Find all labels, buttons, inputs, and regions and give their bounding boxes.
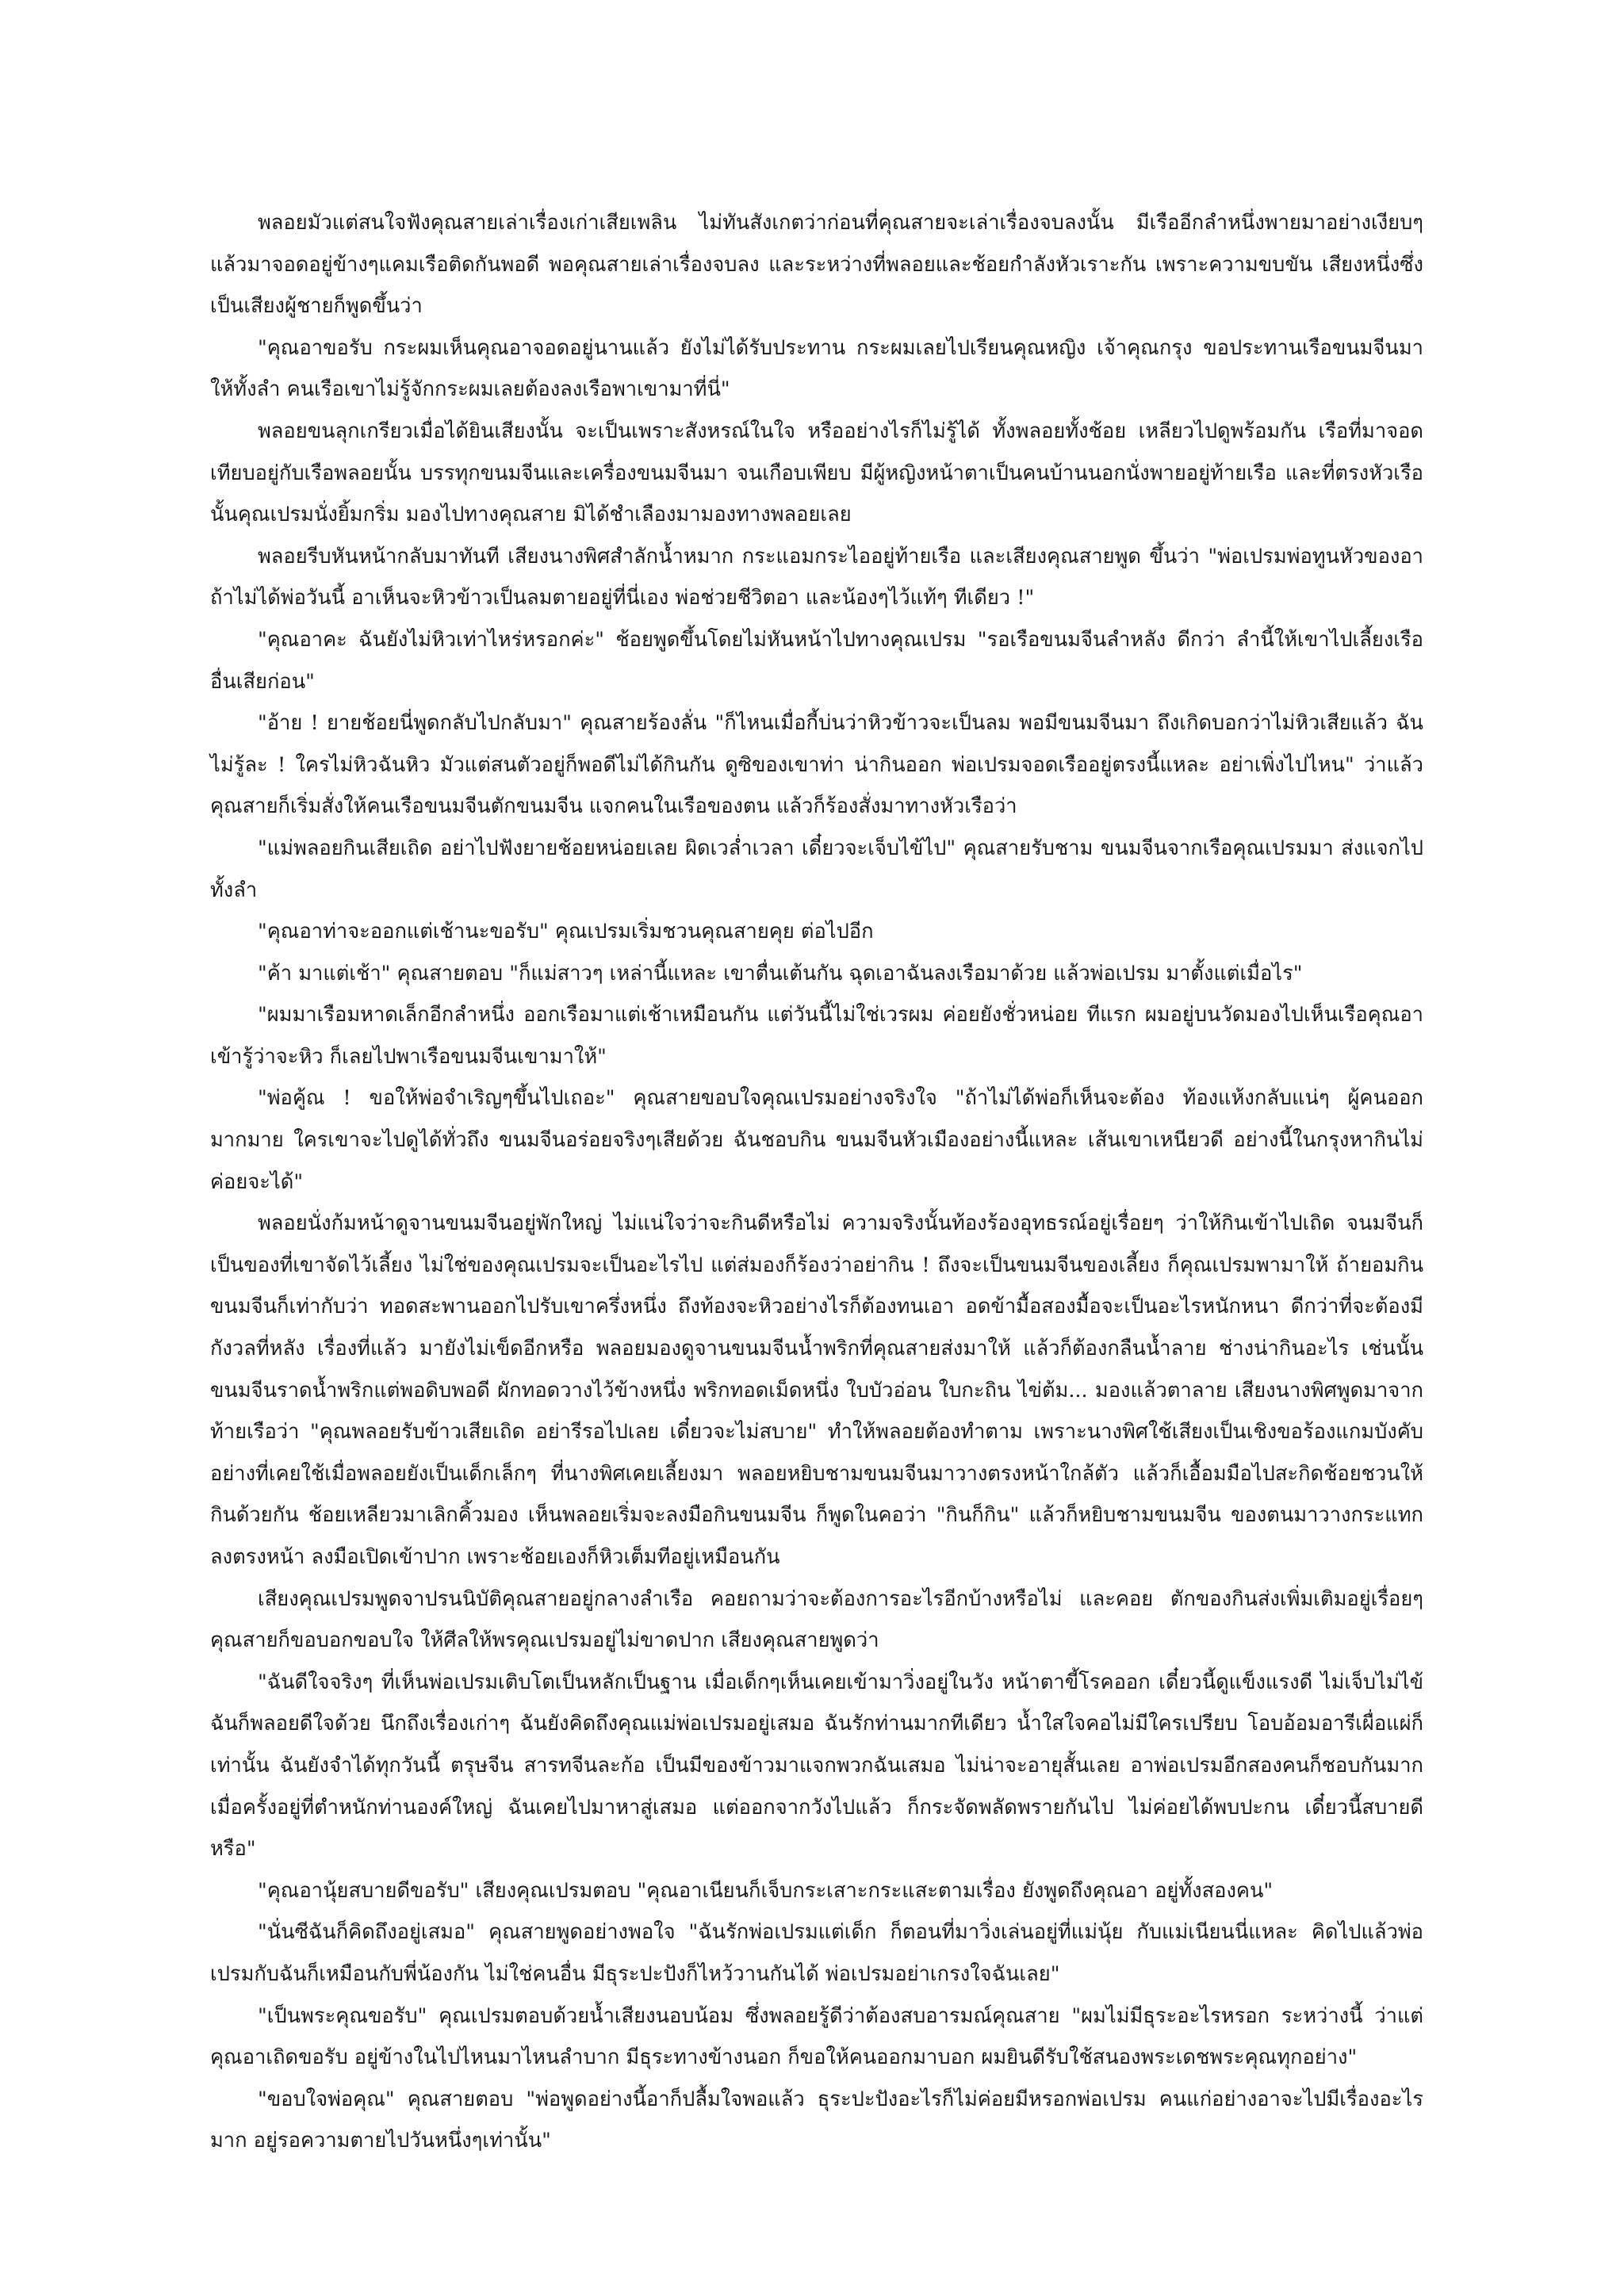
paragraph: เสียงคุณเปรมพูดจาปรนนิบัติคุณสายอยู่กลางลำเรือ คอยถามว่าจะต้องการอะไรอีกบ้างหรือไม่ และคอย ตักของกินส่งเพิ่มเติมอยู่เรื่อยๆ คุณสายก็ขอบอกขอบใจ ให้ศีลให้พรคุณเปรมอยู่ไม่ขาดปาก เสียงคุณสายพูดว่า	[210, 1586, 1423, 1653]
paragraph: "พ่อคู้ณ ! ขอให้พ่อจำเริญๆขึ้นไปเถอะ" คุณสายขอบใจคุณเปรมอย่างจริงใจ "ถ้าไม่ได้พ่อก็เห็นจะต้อง ท้องแห้งกลับแน่ๆ ผู้คนออกมากมาย ใครเขาจะไปดูได้ทั่วถึง ขนมจีนอร่อยจริงๆเสียด้วย ฉันชอบกิน ขนมจีนหัวเมืองอย่างนี้แหละ เส้นเขาเหนียวดี อย่างนี้ในกรุงหากินไม่ค่อยจะได้"	[210, 1086, 1423, 1194]
paragraph: "คุณอาขอรับ กระผมเห็นคุณอาจอดอยู่นานแล้ว ยังไม่ได้รับประทาน กระผมเลยไปเรียนคุณหญิง เจ้าคุณกรุง ขอประทานเรือขนมจีนมาให้ทั้งลำ คนเรือเขาไม่รู้จักกระผมเลยต้องลงเรือพาเขามาที่นี่"	[210, 335, 1423, 402]
paragraph: "ผมมาเรือมหาดเล็กอีกลำหนึ่ง ออกเรือมาแต่เช้าเหมือนกัน แต่วันนี้ไม่ใช่เวรผม ค่อยยังชั่วหน่อย ทีแรก ผมอยู่บนวัดมองไปเห็นเรือคุณอาเข้ารู้ว่าจะหิว ก็เลยไปพาเรือขนมจีนเขามาให้"	[210, 1003, 1423, 1069]
paragraph: "ฉันดีใจจริงๆ ที่เห็นพ่อเปรมเติบโตเป็นหลักเป็นฐาน เมื่อเด็กๆเห็นเคยเข้ามาวิ่งอยู่ในวัง หน้าตาขี้โรคออก เดี๋ยวนี้ดูแข็งแรงดี ไม่เจ็บไม่ไข้ ฉันก็พลอยดีใจด้วย นึกถึงเรื่องเก่าๆ ฉันยังคิดถึงคุณแม่พ่อเปรมอยู่เสมอ ฉันรักท่านมากทีเดียว น้ำใสใจคอไม่มีใครเปรียบ โอบอ้อมอารีเผื่อแผ่ก็เท่านั้น ฉันยังจำได้ทุกวันนี้ ตรุษจีน สารทจีนละก้อ เป็นมีของข้าวมาแจกพวกฉันเสมอ ไม่น่าจะอายุสั้นเลย อาพ่อเปรมอีกสองคนก็ชอบกันมาก เมื่อครั้งอยู่ที่ตำหนักท่านองค์ใหญ่ ฉันเคยไปมาหาสู่เสมอ แต่ออกจากวังไปแล้ว ก็กระจัดพลัดพรายกันไป ไม่ค่อยได้พบปะกน เดี๋ยวนี้สบายดีหรือ"	[210, 1670, 1423, 1862]
paragraph: "แม่พลอยกินเสียเถิด อย่าไปฟังยายช้อยหน่อยเลย ผิดเวล่ำเวลา เดี๋ยวจะเจ็บไข้ไป" คุณสายรับชาม ขนมจีนจากเรือคุณเปรมมา ส่งแจกไปทั้งลำ	[210, 836, 1423, 902]
document-page	[210, 202, 1423, 2162]
paragraph: "อ้าย ! ยายช้อยนี่พูดกลับไปกลับมา" คุณสายร้องลั่น "ก็ไหนเมื่อกี้บ่นว่าหิวข้าวจะเป็นลม พอมีขนมจีนมา ถึงเกิดบอกว่าไม่หิวเสียแล้ว ฉันไม่รู้ละ ! ใครไม่หิวฉันหิว มัวแต่สนตัวอยู่ก็พอดีไม่ได้กินกัน ดูซิของเขาท่า น่ากินออก พ่อเปรมจอดเรืออยู่ตรงนี้แหละ อย่าเพิ่งไปไหน" ว่าแล้วคุณสายก็เริ่มสั่งให้คนเรือขนมจีนตักขนมจีน แจกคนในเรือของตน แล้วก็ร้องสั่งมาทางหัวเรือว่า	[210, 711, 1423, 819]
paragraph: พลอยมัวแต่สนใจฟังคุณสายเล่าเรื่องเก่าเสียเพลิน ไม่ทันสังเกตว่าก่อนที่คุณสายจะเล่าเรื่องจบลงนั้น มีเรืออีกลำหนึ่งพายมาอย่างเงียบๆ แล้วมาจอดอยู่ข้างๆแคมเรือติดกันพอดี พอคุณสายเล่าเรื่องจบลง และระหว่างที่พลอยและช้อยกำลังหัวเราะกัน เพราะความขบขัน เสียงหนึ่งซึ่งเป็นเสียงผู้ชายก็พูดขึ้นว่า	[210, 211, 1423, 319]
paragraph: "คุณอานุ้ยสบายดีขอรับ" เสียงคุณเปรมตอบ "คุณอาเนียนก็เจ็บกระเสาะกระแสะตามเรื่อง ยังพูดถึงคุณอา อยู่ทั้งสองคน"	[258, 1878, 1274, 1903]
paragraph: "คุณอาคะ ฉันยังไม่หิวเท่าไหร่หรอกค่ะ" ช้อยพูดขึ้นโดยไม่หันหน้าไปทางคุณเปรม "รอเรือขนมจีนลำหลัง ดีกว่า ลำนี้ให้เขาไปเลี้ยงเรืออื่นเสียก่อน"	[210, 627, 1423, 694]
paragraph: "ขอบใจพ่อคุณ" คุณสายตอบ "พ่อพูดอย่างนี้อาก็ปลื้มใจพอแล้ว ธุระปะปังอะไรก็ไม่ค่อยมีหรอกพ่อเปรม คนแก่อย่างอาจะไปมีเรื่องอะไรมาก อยู่รอความตายไปวันหนึ่งๆเท่านั้น"	[210, 2087, 1423, 2153]
paragraph: พลอยรีบหันหน้ากลับมาทันที เสียงนางพิศสำลักน้ำหมาก กระแอมกระไออยู่ท้ายเรือ และเสียงคุณสายพูด ขึ้นว่า "พ่อเปรมพ่อทูนหัวของอา ถ้าไม่ได้พ่อวันนี้ อาเห็นจะหิวข้าวเป็นลมตายอยู่ที่นี่เอง พ่อช่วยชีวิตอา และน้องๆไว้แท้ๆ ทีเดียว !"	[210, 544, 1423, 610]
paragraph: "เป็นพระคุณขอรับ" คุณเปรมตอบด้วยน้ำเสียงนอบน้อม ซึ่งพลอยรู้ดีว่าต้องสบอารมณ์คุณสาย "ผมไม่มีธุระอะไรหรอก ระหว่างนี้ ว่าแต่คุณอาเถิดขอรับ อยู่ข้างในไปไหนมาไหนลำบาก มีธุระทางข้างนอก ก็ขอให้คนออกมาบอก ผมยินดีรับใช้สนองพระเดชพระคุณทุกอย่าง"	[210, 2003, 1423, 2070]
paragraph: พลอยขนลุกเกรียวเมื่อได้ยินเสียงนั้น จะเป็นเพราะสังหรณ์ในใจ หรืออย่างไรก็ไม่รู้ได้ ทั้งพลอยทั้งช้อย เหลียวไปดูพร้อมกัน เรือที่มาจอดเทียบอยู่กับเรือพลอยนั้น บรรทุกขนมจีนและเครื่องขนมจีนมา จนเกือบเพียบ มีผู้หญิงหน้าตาเป็นคนบ้านนอกนั่งพายอยู่ท้ายเรือ และที่ตรงหัวเรือนั้นคุณเปรมนั่งยิ้มกริ่ม มองไปทางคุณสาย มิได้ชำเลืองมามองทางพลอยเลย	[210, 419, 1423, 527]
paragraph: "คุณอาท่าจะออกแต่เช้านะขอรับ" คุณเปรมเริ่มชวนคุณสายคุย ต่อไปอีก	[258, 920, 874, 944]
paragraph: "ค้า มาแต่เช้า" คุณสายตอบ "ก็แม่สาวๆ เหล่านี้แหละ เขาตื่นเต้นกัน ฉุดเอาฉันลงเรือมาด้วย แล้วพ่อเปรม มาตั้งแต่เมื่อไร"	[258, 961, 1303, 985]
paragraph: "นั่นซีฉันก็คิดถึงอยู่เสมอ" คุณสายพูดอย่างพอใจ "ฉันรักพ่อเปรมแต่เด็ก ก็ตอนที่มาวิ่งเล่นอยู่ที่แม่นุ้ย กับแม่เนียนนี่แหละ คิดไปแล้วพ่อเปรมกับฉันก็เหมือนกับพี่น้องกัน ไม่ใช่คนอื่น มีธุระปะปังก็ไหว้วานกันได้ พ่อเปรมอย่าเกรงใจฉันเลย"	[210, 1920, 1423, 1986]
paragraph: พลอยนั่งก้มหน้าดูจานขนมจีนอยู่พักใหญ่ ไม่แน่ใจว่าจะกินดีหรือไม่ ความจริงนั้นท้องร้องอุทธรณ์อยู่เรื่อยๆ ว่าให้กินเข้าไปเถิด จนมจีนก็เป็นของที่เขาจัดไว้เลี้ยง ไม่ใช่ของคุณเปรมจะเป็นอะไรไป แต่ส่มองก็ร้องว่าอย่ากิน ! ถึงจะเป็นขนมจีนของเลี้ยง ก็คุณเปรมพามาให้ ถ้ายอมกินขนมจีนก็เท่ากับว่า ทอดสะพานออกไปรับเขาครึ่งหนึ่ง ถึงท้องจะหิวอย่างไรก็ต้องทนเอา อดข้ามื้อสองมื้อจะเป็นอะไรหนักหนา ดีกว่าที่จะต้องมีกังวลที่หลัง เรื่องที่แล้ว มายังไม่เข็ดอีกหรือ พลอยมองดูจานขนมจีนน้ำพริกที่คุณสายส่งมาให้ แล้วก็ต้องกลืนน้ำลาย ช่างน่ากินอะไร เช่นนั้น ขนมจีนราดน้ำพริกแต่พอดิบพอดี ผักทอดวางไว้ข้างหนึ่ง พริกทอดเม็ดหนึ่ง ใบบัวอ่อน ใบกะถิน ไข่ต้ม... มองแล้วตาลาย เสียงนางพิศพูดมาจากท้ายเรือว่า "คุณพลอยรับข้าวเสียเถิด อย่ารีรอไปเลย เดี๋ยวจะไม่สบาย" ทำให้พลอยต้องทำตาม เพราะนางพิศใช้เสียงเป็นเชิงขอร้องแกมบังคับ อย่างที่เคยใช้เมื่อพลอยยังเป็นเด็กเล็กๆ ที่นางพิศเคยเลี้ยงมา พลอยหยิบชามขนมจีนมาวางตรงหน้าใกล้ตัว แล้วก็เอื้อมมือไปสะกิดช้อยชวนให้กินด้วยกัน ช้อยเหลียวมาเลิกคิ้วมอง เห็นพลอยเริ่มจะลงมือกินขนมจีน ก็พูดในคอว่า "กินก็กิน" แล้วก็หยิบชามขนมจีน ของตนมาวางกระแทกลงตรงหน้า ลงมือเปิดเข้าปาก เพราะช้อยเองก็หิวเต็มทีอยู่เหมือนกัน	[210, 1211, 1423, 1569]
